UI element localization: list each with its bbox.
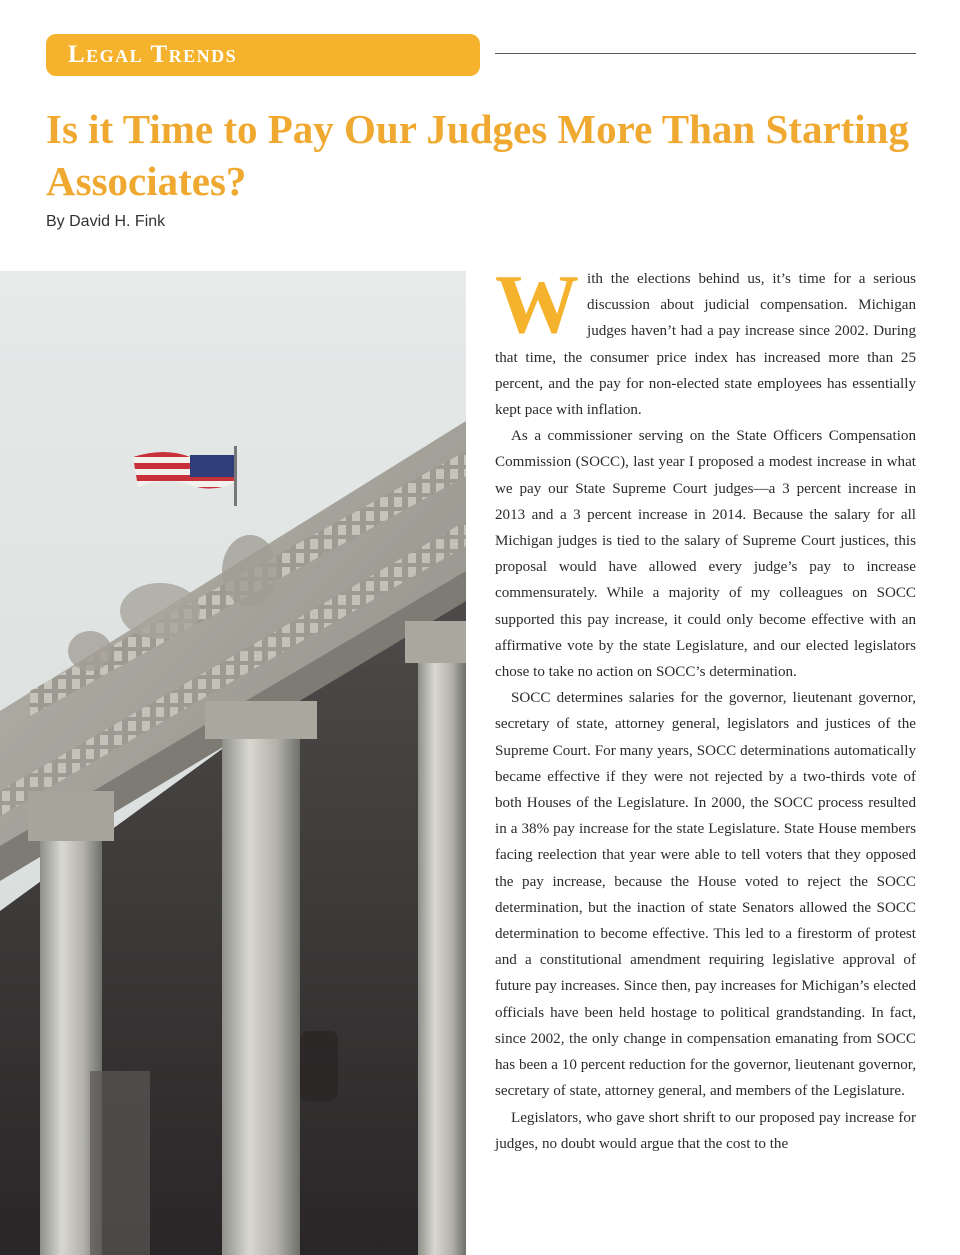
article-paragraph: As a commissioner serving on the State Officers Compensation Commission (SOCC), last year I proposed a modest increase in what we pay our State Supreme Court judges—a 3 percent increase in 2013 and a 3 percent increase in 2014. Because the salary for all Michigan judges is tied to the salary of Supreme Court justices, this proposal would have allowed every judge’s pay to increase commensurately. While a majority of my colleagues on SOCC supported this pay increase, it could only become effective with an affirmative vote by the state Legislature, and our elected legislators chose to take no action on SOCC’s determination. [495,428,916,681]
courthouse-photo [0,271,466,1255]
article-body [495,258,916,1157]
article-byline: By David H. Fink [46,213,166,230]
header-rule [495,53,916,54]
section-banner [46,34,480,76]
article-paragraph: Legislators, who gave short shrift to our proposed pay increase for judges, no doubt would argue that the cost to the [495,1109,916,1152]
drop-cap: W [495,258,579,351]
paragraph-text: ith the elections behind us, it’s time for a serious discussion about judicial compensation. Michigan judges haven’t had a pay increase since 2002. During that time, the consumer price index has increased more than 25 percent, and the pay for non-elected state employees has essentially kept pace with inflation. [495,271,916,419]
section-label: Legal Trends [68,41,238,68]
article-paragraph: SOCC determines salaries for the governor, lieutenant governor, secretary of state, attorney general, legislators and justices of the Supreme Court. For many years, SOCC determinations automatically became effective if they were not rejected by a two-thirds vote of both Houses of the Legislature. In 2000, the SOCC process resulted in a 38% pay increase for the state Legislature. State House members facing reelection that year were able to tell voters that they opposed the pay increase, because the House voted to reject the SOCC determination, but the inaction of state Senators allowed the SOCC determination to become effective. This led to a firestorm of protest and a constitutional amendment requiring legislative approval of future pay increases. Since then, pay increases for Michigan’s elected officials have been held hostage to political grandstanding. In fact, since 2002, the only change in compensation emanating from SOCC has been a 10 percent reduction for the governor, lieutenant governor, secretary of state, attorney general, and members of the Legislature. [495,690,916,1100]
article-paragraph [495,258,916,423]
article-title: Is it Time to Pay Our Judges More Than Starting Associates? [46,106,909,204]
